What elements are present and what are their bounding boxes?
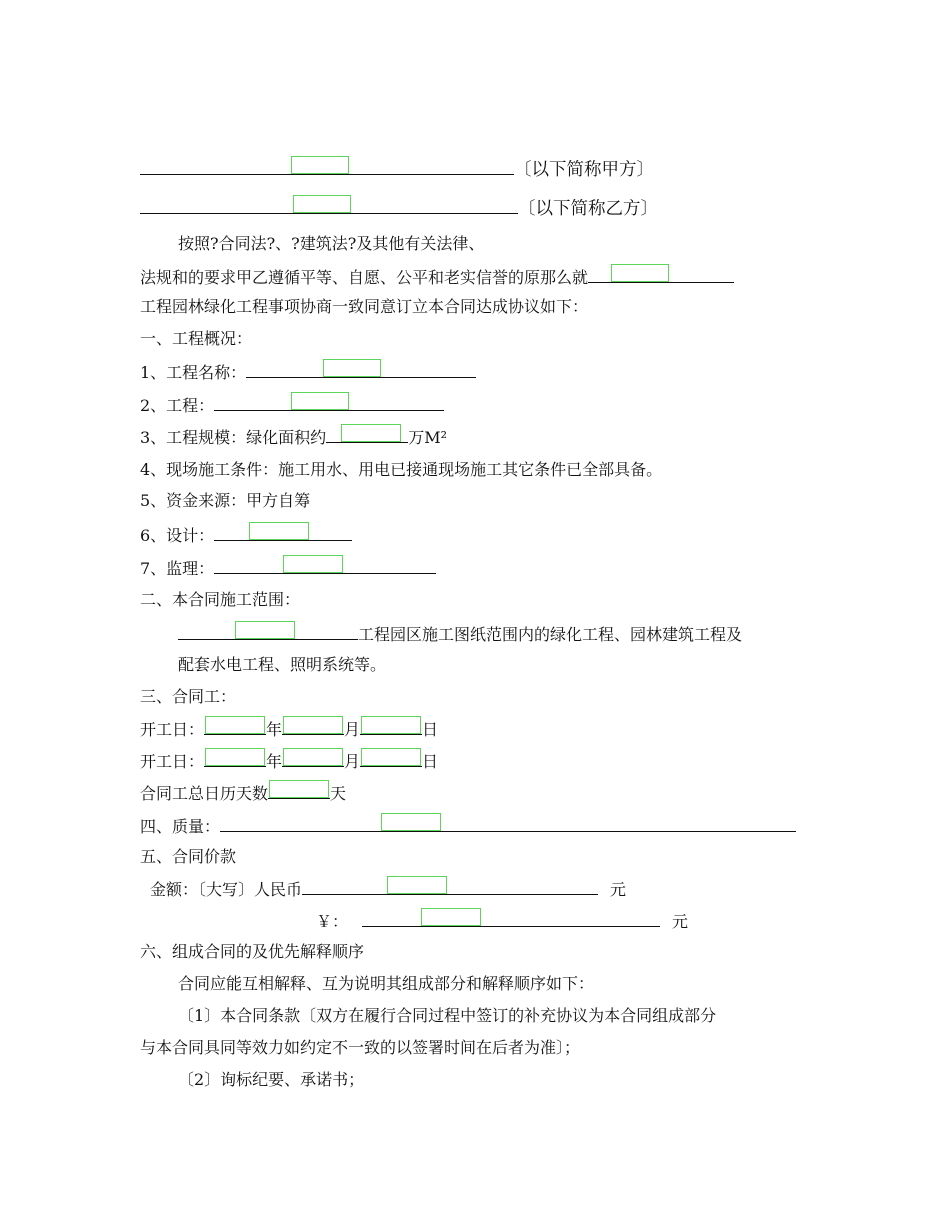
start-date-line xyxy=(140,717,438,739)
start-day-unit: 日 xyxy=(422,720,439,739)
preamble-blank-pre xyxy=(588,265,610,283)
total-days-label: 合同工总日历天数 xyxy=(140,784,269,803)
section-2-heading: 二、本合同施工范围： xyxy=(140,590,301,609)
start-date-label: 开工日： xyxy=(140,720,205,739)
project-name-field[interactable] xyxy=(610,265,670,283)
amount-uppercase-field[interactable] xyxy=(386,877,448,895)
party-a-blank-pre xyxy=(140,157,290,175)
section-6-item-1-line-1: 〔1〕本合同条款〔双方在履行合同过程中签订的补充协议为本合同组成部分 xyxy=(178,1006,717,1025)
project-title-field[interactable] xyxy=(322,360,382,378)
end-day-unit: 日 xyxy=(422,752,439,771)
section-6-heading: 六、组成合同的及优先解释顺序 xyxy=(140,942,365,961)
design-field[interactable] xyxy=(248,523,310,541)
scope-line-1 xyxy=(178,622,742,644)
item-site-conditions: 4、现场施工条件：施工用水、用电已接通现场施工其它条件已全部具备。 xyxy=(140,460,663,479)
section-6-item-2: 〔2〕询标纪要、承诺书； xyxy=(178,1070,365,1089)
start-year-field[interactable] xyxy=(204,717,266,735)
preamble-line-2 xyxy=(140,265,734,287)
green-area-field[interactable] xyxy=(340,425,402,443)
design-blank-post xyxy=(310,523,352,541)
section-6-item-1-line-2: 与本合同具同等效力如约定不一致的以签署时间在后者为准〕； xyxy=(140,1038,581,1057)
scope-blank-post xyxy=(296,622,358,640)
yen-blank-post xyxy=(482,909,660,927)
amount-blank-pre xyxy=(302,877,386,895)
amount-numeric-line xyxy=(316,909,688,931)
start-day-field[interactable] xyxy=(360,717,422,735)
start-month-unit: 月 xyxy=(344,720,361,739)
section-3-heading: 三、合同工： xyxy=(140,687,237,706)
project-blank-post xyxy=(350,393,444,411)
design-blank-pre xyxy=(214,523,248,541)
amount-numeric-field[interactable] xyxy=(420,909,482,927)
scope-line-2: 配套水电工程、照明系统等。 xyxy=(178,655,387,674)
project-name-blank-pre xyxy=(246,360,322,378)
supervision-field[interactable] xyxy=(282,556,344,574)
item-supervision-label: 7、监理： xyxy=(140,559,215,578)
section-5-heading: 五、合同价款 xyxy=(140,847,237,866)
item-funding-source: 5、资金来源：甲方自筹 xyxy=(140,491,311,510)
party-a-suffix: 〔以下简称甲方〕 xyxy=(514,160,654,180)
end-year-field[interactable] xyxy=(204,749,266,767)
amount-yuan-unit: 元 xyxy=(610,880,627,899)
end-date-line xyxy=(140,749,438,771)
item-supervision xyxy=(140,556,436,578)
item-project-scale xyxy=(140,425,447,447)
amount-blank-post xyxy=(448,877,598,895)
end-date-label: 开工日： xyxy=(140,752,205,771)
scope-text-1: 工程园区施工图纸范围内的绿化工程、园林建筑工程及 xyxy=(358,625,743,644)
preamble-line-1: 按照?合同法?、?建筑法?及其他有关法律、 xyxy=(178,234,485,253)
scale-unit: 万M² xyxy=(408,428,447,447)
end-month-field[interactable] xyxy=(282,749,344,767)
section-4-heading: 四、质量： xyxy=(140,817,221,836)
project-name-blank-post xyxy=(382,360,476,378)
quality-field[interactable] xyxy=(380,814,442,832)
preamble-blank-post xyxy=(670,265,734,283)
supervision-blank-pre xyxy=(214,556,282,574)
item-project-name xyxy=(140,360,476,382)
preamble-line-3: 工程园林绿化工程事项协商一致同意订立本合同达成协议如下： xyxy=(140,297,589,316)
party-b-suffix: 〔以下简称乙方〕 xyxy=(518,199,658,219)
party-b-line xyxy=(140,196,658,218)
project-blank-pre xyxy=(214,393,290,411)
end-day-field[interactable] xyxy=(360,749,422,767)
party-b-field[interactable] xyxy=(292,196,352,214)
item-project-scale-label: 3、工程规模：绿化面积约 xyxy=(140,428,327,447)
amount-numeric-label: ￥： xyxy=(316,912,349,931)
total-days-line xyxy=(140,781,346,803)
preamble-line-2-text: 法规和的要求甲乙遵循平等、自愿、公平和老实信誉的原那么就 xyxy=(140,268,589,287)
item-project-name-label: 1、工程名称： xyxy=(140,363,247,382)
quality-blank-pre xyxy=(220,814,380,832)
quality-line xyxy=(140,814,796,836)
section-6-intro: 合同应能互相解释、互为说明其组成部分和解释顺序如下： xyxy=(178,974,595,993)
quality-blank-post xyxy=(442,814,796,832)
scope-field[interactable] xyxy=(234,622,296,640)
start-month-field[interactable] xyxy=(282,717,344,735)
scale-blank-pre xyxy=(326,425,340,443)
total-days-field[interactable] xyxy=(268,781,330,799)
supervision-blank-post xyxy=(344,556,436,574)
scope-blank-pre xyxy=(178,622,234,640)
project-field[interactable] xyxy=(290,393,350,411)
amount-uppercase-line xyxy=(150,877,626,899)
amount-numeric-yuan-unit: 元 xyxy=(672,912,689,931)
party-a-line xyxy=(140,157,654,179)
total-days-unit: 天 xyxy=(330,784,347,803)
item-design-label: 6、设计： xyxy=(140,526,215,545)
party-a-blank-post xyxy=(350,157,514,175)
end-year-unit: 年 xyxy=(266,752,283,771)
item-design xyxy=(140,523,352,545)
party-a-field[interactable] xyxy=(290,157,350,175)
end-month-unit: 月 xyxy=(344,752,361,771)
start-year-unit: 年 xyxy=(266,720,283,739)
party-b-blank-pre xyxy=(140,196,292,214)
item-project xyxy=(140,393,444,415)
item-project-label: 2、工程： xyxy=(140,396,215,415)
party-b-blank-post xyxy=(352,196,518,214)
amount-uppercase-label: 金额：〔大写〕人民币 xyxy=(150,880,303,899)
section-1-heading: 一、工程概况： xyxy=(140,329,253,348)
yen-blank-pre xyxy=(362,909,420,927)
